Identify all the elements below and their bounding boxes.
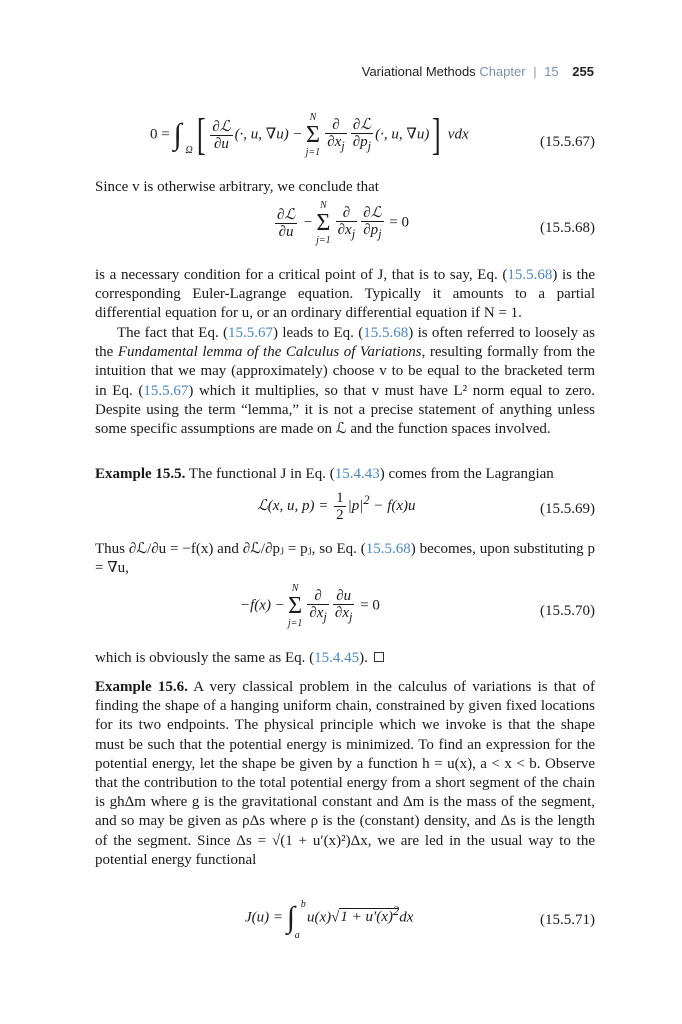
example-label: Example 15.6. [95, 679, 188, 695]
equation-link[interactable]: 15.4.43 [334, 466, 380, 482]
equation-link[interactable]: 15.4.45 [314, 650, 360, 666]
text-run: leads to Eq. [278, 325, 359, 341]
equation-number: (15.5.67) [540, 134, 595, 150]
equation-link[interactable]: 15.5.67 [228, 325, 274, 341]
text-run: is often referred to loosely as the [95, 325, 595, 361]
equation-number: (15.5.71) [540, 912, 595, 928]
text-run: becomes, upon substituting p = ∇u, [95, 541, 595, 577]
equation-15-5-70-math: −f(x) − N Σ j=1 $\frac{\partial}{\partial x_j}$ $\frac{\partial u}{\partial x_j}$ = 0 [240, 583, 380, 629]
thus-paragraph: Thus ∂ℒ/∂u = −f(x) and ∂ℒ/∂pⱼ = pⱼ, so Eq. (15.5.68) becomes, upon substituting p = ∇u, [95, 541, 595, 577]
header-section: Variational Methods [361, 64, 476, 79]
equation-link[interactable]: 15.5.68 [507, 267, 553, 283]
example-label: Example 15.5. [95, 466, 186, 482]
text-run: A very classical problem in the calculus of variations is that of finding the shape of a hanging uniform chain, constrained by given fixed locations for its two endpoints. The physical principle which we invoke is that the shape must be such that the potential energy is minimized. To find an expression for the potential energy, let the shape be given by a function h = u(x), a < x < b. Observe that the contribution to the total potential energy from a short segment of the chain is ghΔm where g is the gravitational constant and Δm is the mass of the segment, and so may be given as ρΔs where ρ is the (constant) density, and Δs is the length of the segment. Since Δs = √(1 + u′(x)²)Δx, we are led in the usual way to the potential energy functional [95, 679, 596, 868]
text-run: , resulting formally from the intuition that we may (approximately) choose v to be equal to the bracketed term in Eq. [95, 344, 595, 399]
equation-number: (15.5.68) [540, 220, 595, 236]
equation-link[interactable]: 15.5.67 [143, 382, 189, 399]
equation-15-5-71-math: J(u) = ∫ b a $u(x)√1 + u'(x)^2dx$ [245, 899, 414, 941]
equation-number: (15.5.69) [540, 501, 595, 517]
equation-15-5-68-math: $\frac{\text{∂ℒ}}{\partial u}$ − N Σ j=1 $\frac{\partial}{\partial x_j}$ $\frac{\text{∂ℒ}}{\partial p_j}$ = 0 [277, 200, 410, 246]
paragraph-fundamental-lemma: The fact that Eq. (15.5.67) leads to Eq. (15.5.68) is often referred to loosely as the Fundamental lemma of the Calculus of Variations, resulting formally from the intuition that we may (approximately) choose v to be equal to the bracketed term in Eq. (15.5.67) which it multiplies, so that v must have L² norm equal to zero. Despite using the term “lemma,” it is not a precise statement of anything unless some specific assumptions are made on ℒ and the function spaces involved. [95, 325, 595, 438]
equation-15-5-71 [95, 893, 595, 953]
example-15-6-paragraph [95, 678, 595, 870]
running-header [362, 64, 594, 79]
header-chapter-number: 15 [544, 64, 559, 79]
page-number: 255 [572, 64, 594, 79]
equation-number: (15.5.70) [540, 603, 595, 619]
since-v-line: Since v is otherwise arbitrary, we conclude that [95, 179, 379, 195]
emphasis: Fundamental lemma of the Calculus of Variations [117, 344, 422, 361]
text-run: The fact that Eq. [117, 325, 224, 341]
equation-link[interactable]: 15.5.68 [363, 325, 409, 341]
equation-link[interactable]: 15.5.68 [365, 541, 411, 557]
example-15-5-intro: Example 15.5. The functional J in Eq. (15.4.43) comes from the Lagrangian [95, 466, 554, 482]
obviously-line: which is obviously the same as Eq. (15.4.45). [95, 649, 595, 668]
equation-15-5-69-math: ℒ(x, u, p) = $\frac{1}{2}$ $|p|^2 - f(x)u$ [257, 490, 416, 523]
text-run: which is obviously the same as Eq. [95, 650, 310, 666]
header-chapter-label: Chapter [479, 64, 526, 79]
equation-15-5-67 [95, 112, 595, 172]
equation-15-5-67-math: 0 = ∫ Ω [ $\frac{\text{∂ℒ}}{\partial u}$ (·, u, ∇u) − N Σ j=1 $\frac{\partial}{\partial x_j}$ $\frac{\text{∂ℒ}}{\partial p_j}$ (·, u, ∇u)] vdx [150, 110, 469, 159]
text-run: Thus ∂ℒ/∂u = −f(x) and ∂ℒ/∂pⱼ = pⱼ, so Eq. [95, 541, 361, 557]
paragraph-critical-point: is a necessary condition for a critical point of J, that is to say, Eq. (15.5.68) is the corresponding Euler-Lagrange equation. Typically it amounts to a partial differential equation for u, or an ordinary differential equation if N = 1. [95, 267, 595, 322]
text-run: . [364, 650, 368, 666]
text-run: comes from the Lagrangian [384, 466, 554, 482]
end-of-proof-icon [374, 652, 384, 662]
text-run: The functional J in Eq. [185, 466, 330, 482]
text-run: which it multiplies, so that v must have L² norm equal to zero. Despite using the term “lemma,” it is not a precise statement of anything unless some specific assumptions are made on ℒ and the function spaces involved. [95, 382, 595, 438]
text-run: is a necessary condition for a critical point of J, that is to say, Eq. [95, 267, 503, 283]
equation-15-5-70 [95, 583, 595, 643]
text-run: is the corresponding Euler-Lagrange equation. Typically it amounts to a partial differential equation for u, or an ordinary differential equation if N = 1. [95, 267, 595, 322]
equation-15-5-68 [95, 200, 595, 260]
header-separator: | [533, 64, 537, 79]
